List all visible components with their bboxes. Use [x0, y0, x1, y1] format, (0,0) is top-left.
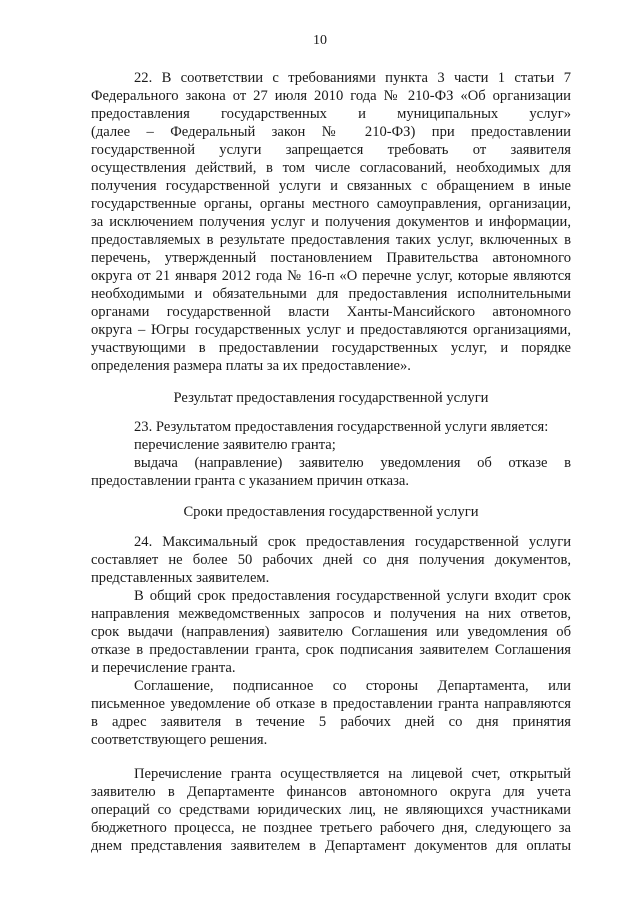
text-line: государственные органы, органы местного самоуправления, организации,	[91, 196, 571, 212]
text-line: округа от 21 января 2012 года № 16-п «О перечне услуг, которые являются	[91, 268, 571, 284]
text-line: округа – Югры государственных услуг и предоставляются организациями,	[91, 322, 571, 338]
text-line: письменное уведомление об отказе в предоставлении гранта направляются	[91, 696, 571, 712]
text-line: Перечисление гранта осуществляется на лицевой счет, открытый	[134, 766, 571, 782]
text-line: заявителю в Департаменте финансов автономного округа для учета	[91, 784, 571, 800]
text-line: органами государственной власти Ханты-Мансийского автономного	[91, 304, 571, 320]
text-line: 24. Максимальный срок предоставления государственной услуги	[134, 534, 571, 550]
section-heading-result: Результат предоставления государственной услуги	[173, 390, 489, 406]
text-line: операций со средствами юридических лиц, не являющихся участниками	[91, 802, 571, 818]
text-line: В общий срок предоставления государственной услуги входит срок	[134, 588, 571, 604]
text-line: определения размера платы за их предоставление».	[91, 358, 411, 374]
text-line: срок выдачи (направления) заявителю Соглашения или уведомления об	[91, 624, 571, 640]
text-line: отказе в предоставлении гранта, срок подписания заявителем Соглашения	[91, 642, 571, 658]
text-line: перечень, утвержденный постановлением Правительства автономного	[91, 250, 571, 266]
text-line: участвующими в предоставлении государственных услуг, и порядке	[91, 340, 571, 356]
text-line: предоставлении гранта с указанием причин отказа.	[91, 473, 410, 489]
text-line: днем представления заявителем в Департамент документов для оплаты	[91, 838, 571, 854]
text-line: 22. В соответствии с требованиями пункта 3 части 1 статьи 7	[134, 70, 571, 86]
text-line: составляет не более 50 рабочих дней со дня получения документов,	[91, 552, 571, 568]
text-line: и перечисление гранта.	[91, 660, 236, 676]
text-line: осуществления действий, в том числе согласований, необходимых для	[91, 160, 571, 176]
page-number: 10	[313, 33, 327, 48]
text-line: необходимыми и обязательными для предоставления исполнительными	[91, 286, 571, 302]
text-line: предоставляемых в результате предоставления таких услуг, включенных в	[91, 232, 571, 248]
text-line: Соглашение, подписанное со стороны Департамента, или	[134, 678, 571, 694]
text-line: бюджетного процесса, не позднее третьего рабочего дня, следующего за	[91, 820, 571, 836]
text-line: представленных заявителем.	[91, 570, 270, 586]
text-line: за исключением получения услуг и получения документов и информации,	[91, 214, 571, 230]
text-line: перечисление заявителю гранта;	[134, 437, 336, 453]
text-line: направления межведомственных запросов и получения на них ответов,	[91, 606, 571, 622]
text-line: (далее – Федеральный закон № 210-ФЗ) при предоставлении	[91, 124, 571, 140]
text-line: предоставления государственных и муниципальных услуг»	[91, 106, 571, 122]
text-line: получения государственной услуги и связанных с обращением в иные	[91, 178, 571, 194]
text-line: 23. Результатом предоставления государственной услуги является:	[134, 419, 549, 435]
text-line: государственной услуги запрещается требовать от заявителя	[91, 142, 571, 158]
section-heading-terms: Сроки предоставления государственной услуги	[183, 504, 479, 520]
text-line: в адрес заявителя в течение 5 рабочих дней со дня принятия	[91, 714, 571, 730]
text-line: выдача (направление) заявителю уведомления об отказе в	[134, 455, 571, 471]
text-line: Федерального закона от 27 июля 2010 года № 210-ФЗ «Об организации	[91, 88, 571, 104]
text-line: соответствующего решения.	[91, 732, 268, 748]
